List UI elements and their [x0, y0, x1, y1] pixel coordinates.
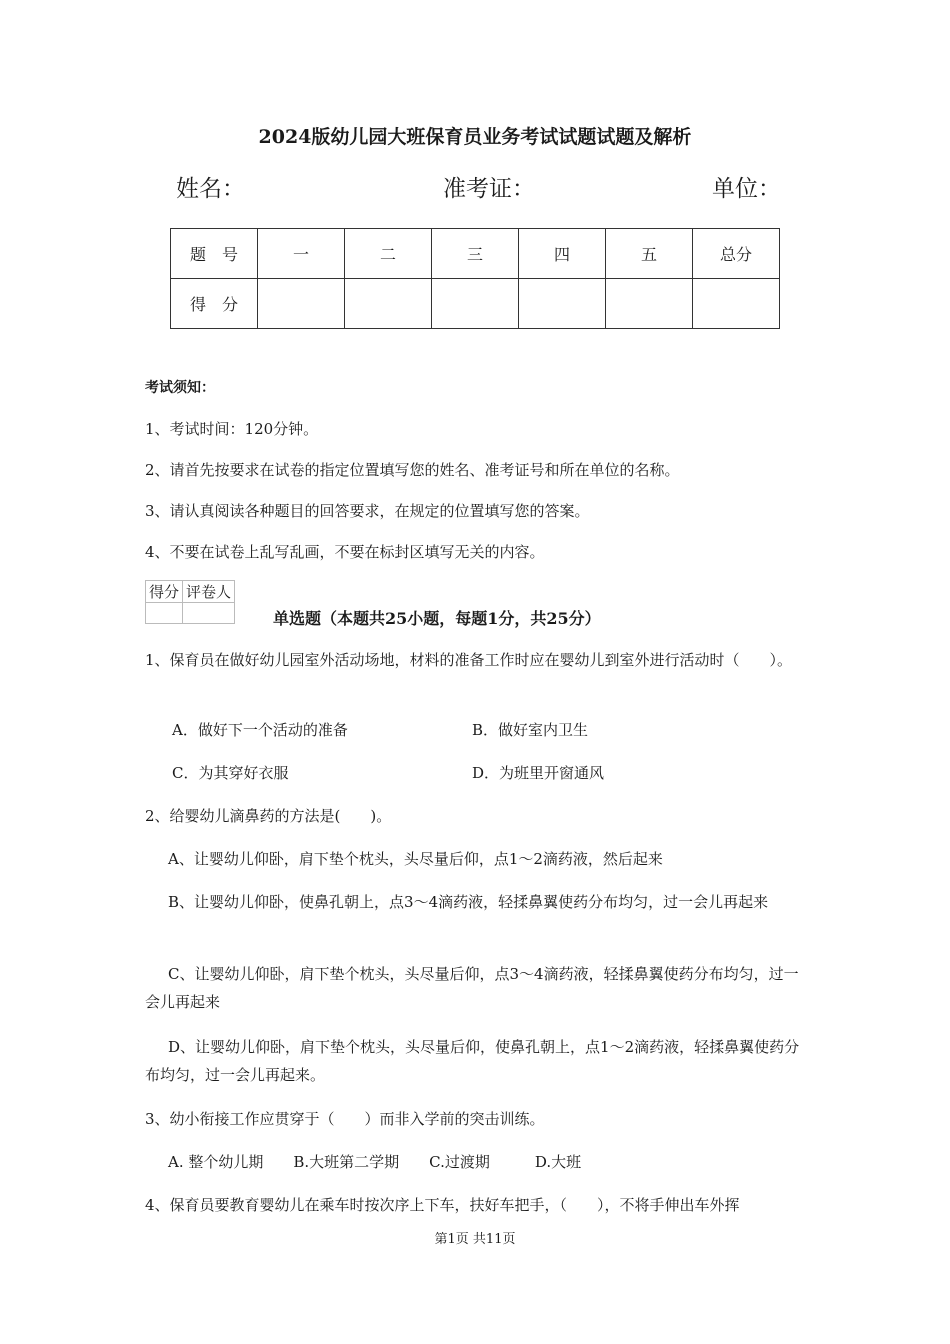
page-footer: 第1页 共11页 — [434, 1232, 516, 1247]
score-table-header-row — [171, 229, 780, 279]
score-table-row-label: 得 分 — [171, 279, 258, 329]
score-table-header-cell: 题 号 — [171, 229, 258, 279]
section-title: 单选题（本题共25小题，每题1分，共25分） — [273, 609, 601, 628]
score-cell[interactable] — [519, 279, 606, 329]
score-table-header-cell: 二 — [345, 229, 432, 279]
question-1-option-d: D．为班里开窗通风 — [472, 764, 605, 782]
notice-item: 2、请首先按要求在试卷的指定位置填写您的姓名、准考证号和所在单位的名称。 — [145, 461, 680, 479]
score-table-header-cell: 三 — [432, 229, 519, 279]
question-2-option-b: B、让婴幼儿仰卧，使鼻孔朝上，点3～4滴药液，轻揉鼻翼使药分布均匀，过一会儿再起来 — [168, 893, 769, 911]
name-field-label: 姓名： — [176, 176, 245, 202]
unit-field-label: 单位： — [712, 176, 781, 202]
notice-item: 1、考试时间：120分钟。 — [145, 420, 319, 438]
notice-item: 3、请认真阅读各种题目的回答要求，在规定的位置填写您的答案。 — [145, 502, 590, 520]
score-table-header-cell: 四 — [519, 229, 606, 279]
question-1-option-c: C．为其穿好衣服 — [172, 764, 289, 782]
question-2-option-c: C、让婴幼儿仰卧，肩下垫个枕头，头尽量后仰，点3～4滴药液，轻揉鼻翼使药分布均匀，过一会儿再起来 — [145, 965, 799, 1011]
score-cell[interactable] — [258, 279, 345, 329]
grader-table-grader-cell[interactable] — [183, 603, 235, 624]
question-1-text: 1、保育员在做好幼儿园室外活动场地，材料的准备工作时应在婴幼儿到室外进行活动时（ ）。 — [145, 651, 793, 669]
notice-item: 4、不要在试卷上乱写乱画，不要在标封区填写无关的内容。 — [145, 543, 545, 561]
score-table-header-cell: 五 — [606, 229, 693, 279]
score-table-score-row — [171, 279, 780, 329]
grader-table-grader-label: 评卷人 — [183, 581, 235, 603]
question-3-text: 3、幼小衔接工作应贯穿于（ ）而非入学前的突击训练。 — [145, 1110, 545, 1128]
question-3-options: A. 整个幼儿期 B.大班第二学期 C.过渡期 D.大班 — [168, 1153, 582, 1171]
exam-id-field-label: 准考证： — [443, 176, 535, 202]
question-2-text: 2、给婴幼儿滴鼻药的方法是( )。 — [145, 807, 392, 825]
score-cell[interactable] — [606, 279, 693, 329]
question-2-option-d: D、让婴幼儿仰卧，肩下垫个枕头，头尽量后仰，使鼻孔朝上，点1～2滴药液，轻揉鼻翼使药分布均匀，过一会儿再起来。 — [145, 1038, 800, 1084]
notice-heading: 考试须知： — [145, 380, 215, 396]
score-table-header-cell: 一 — [258, 229, 345, 279]
question-1-option-b: B．做好室内卫生 — [472, 721, 589, 739]
grader-table-score-label: 得分 — [146, 581, 183, 603]
document-title: 2024版幼儿园大班保育员业务考试试题试题及解析 — [258, 126, 692, 148]
score-cell[interactable] — [345, 279, 432, 329]
grader-table-score-cell[interactable] — [146, 603, 183, 624]
score-table — [170, 228, 780, 329]
question-2-option-a: A、让婴幼儿仰卧，肩下垫个枕头，头尽量后仰，点1～2滴药液，然后起来 — [168, 850, 663, 868]
grader-table — [145, 580, 235, 624]
score-cell[interactable] — [693, 279, 780, 329]
question-1-option-a: A．做好下一个活动的准备 — [172, 721, 348, 739]
question-4-text: 4、保育员要教育婴幼儿在乘车时按次序上下车，扶好车把手，（ ），不将手伸出车外挥 — [145, 1196, 740, 1214]
score-cell[interactable] — [432, 279, 519, 329]
score-table-header-cell: 总分 — [693, 229, 780, 279]
